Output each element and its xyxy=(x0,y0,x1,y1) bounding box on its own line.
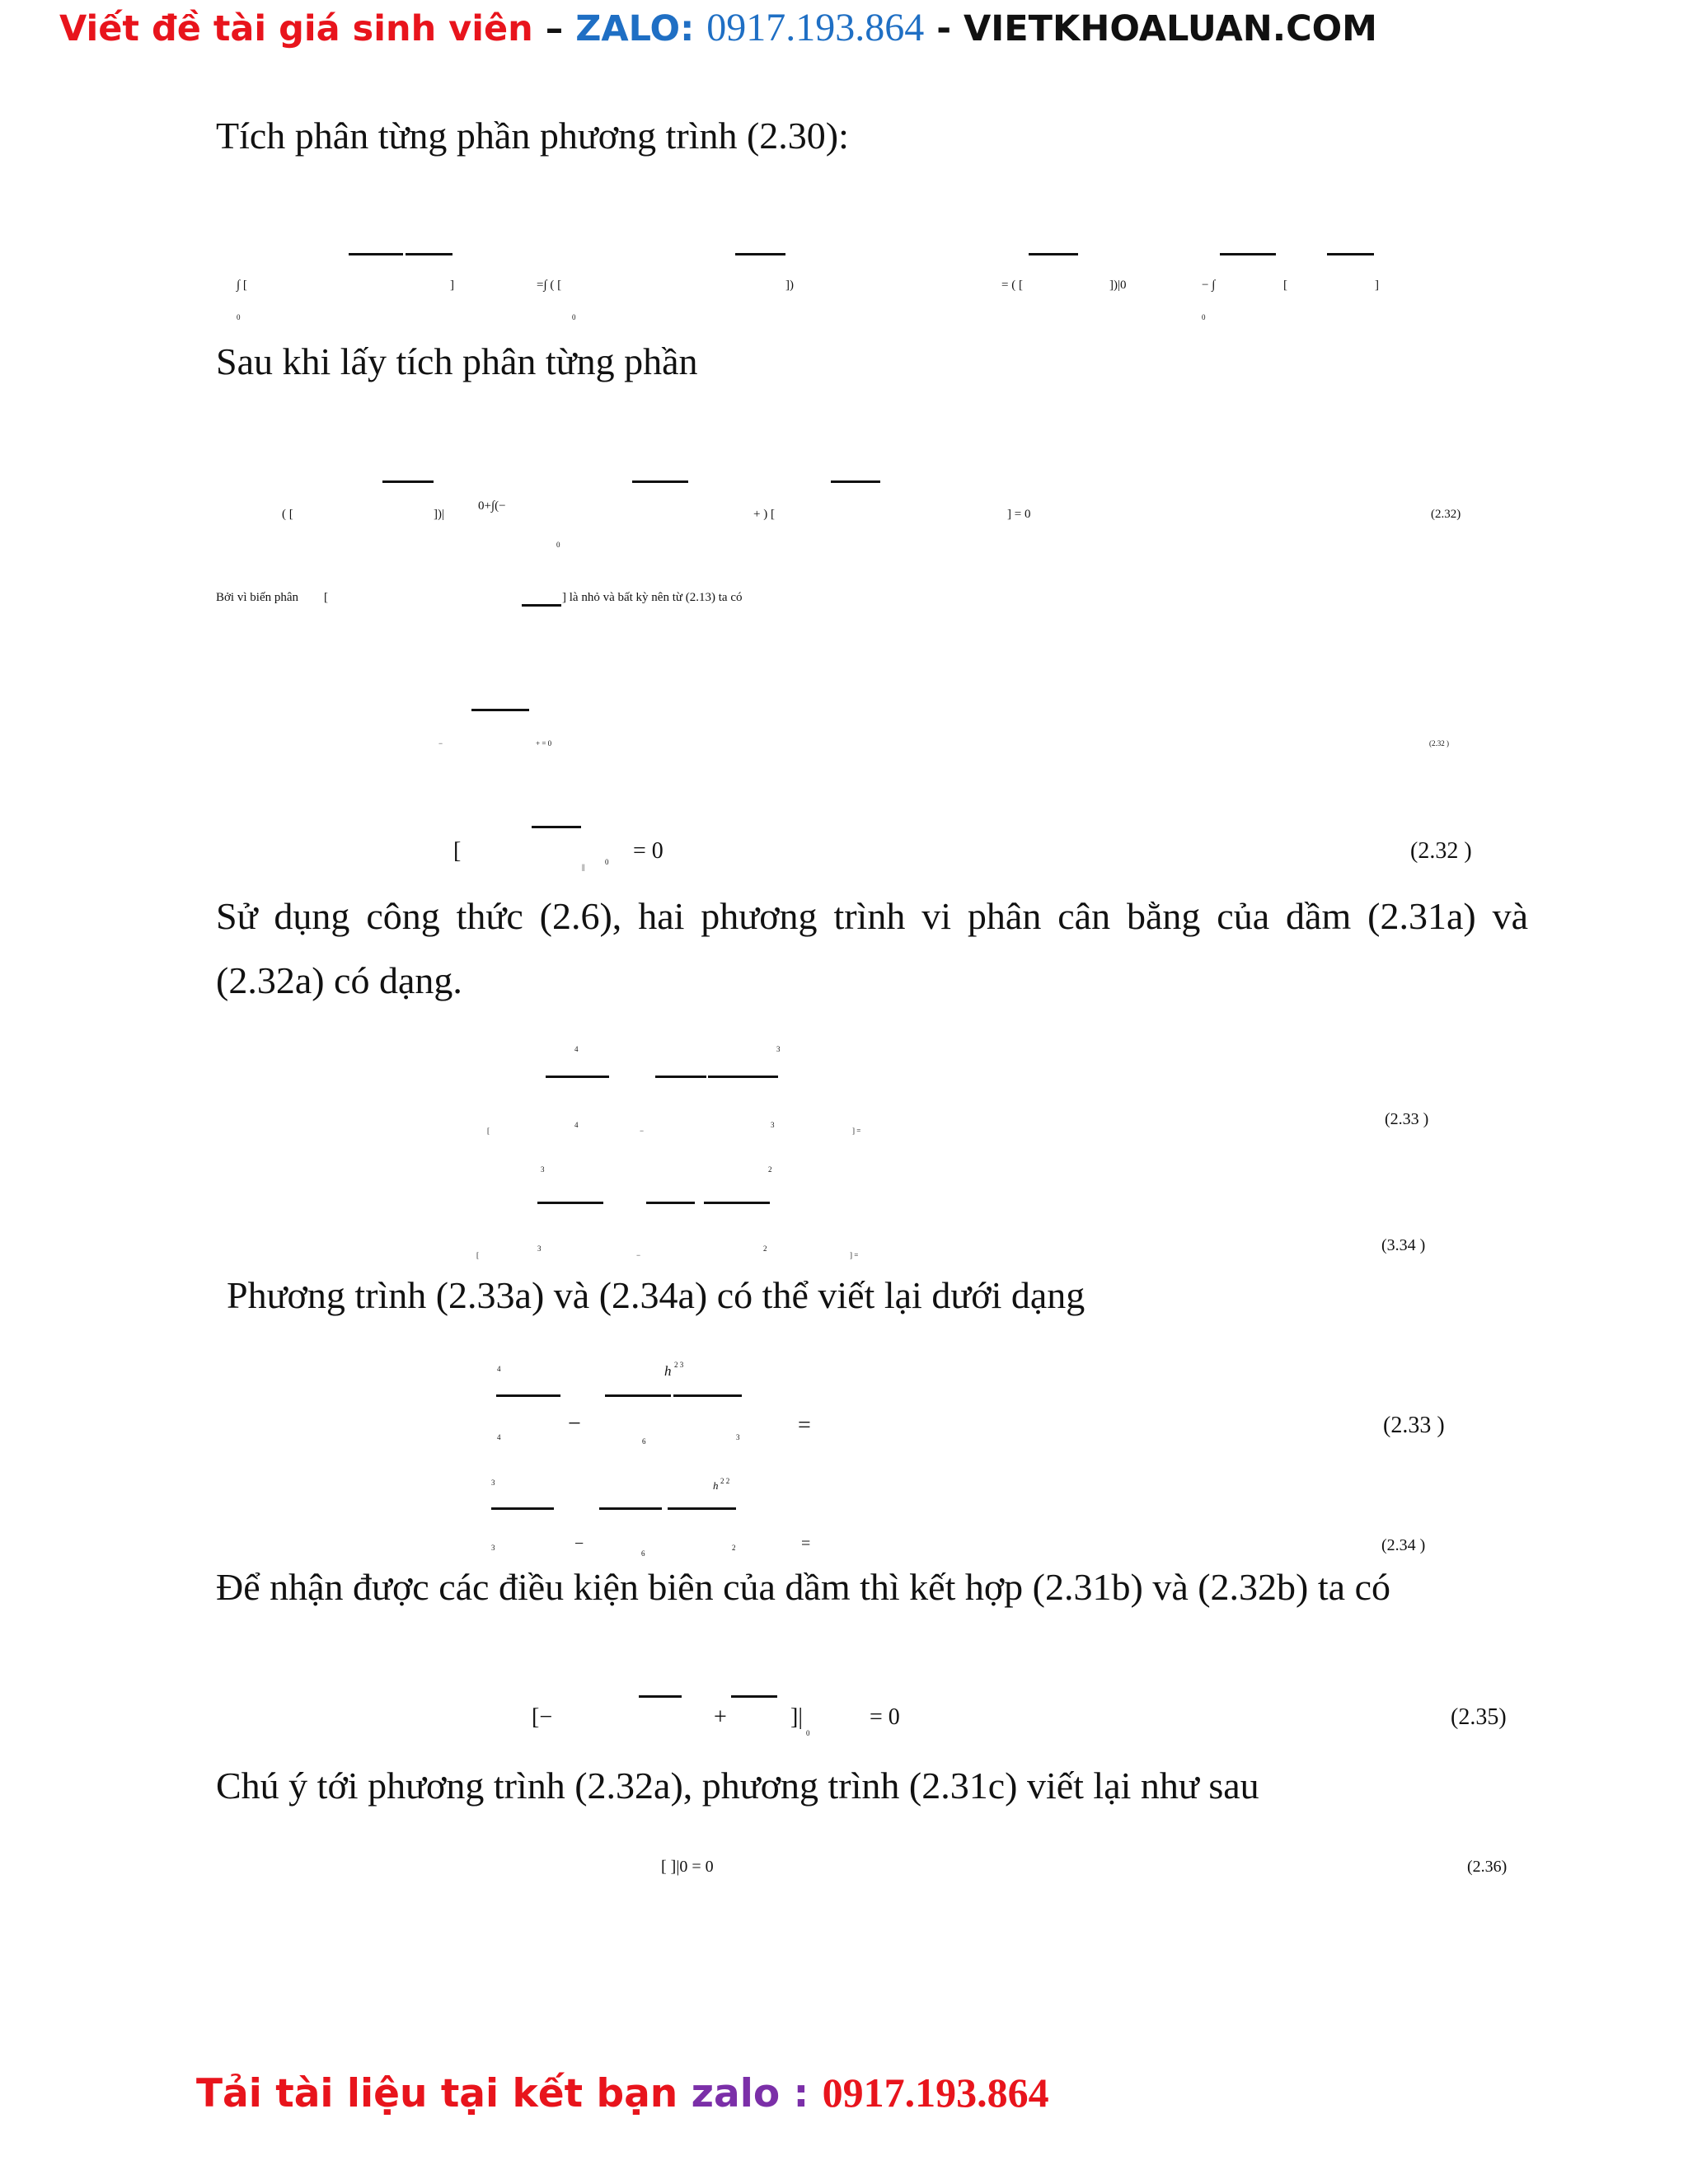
eq8-b3: 3 xyxy=(491,1544,495,1552)
eq5-part-c: − xyxy=(640,1127,645,1135)
eq8-equals: = xyxy=(801,1535,811,1553)
eq1-part-a: ∫ [ xyxy=(237,279,247,292)
eq6-number: (3.34 ) xyxy=(1381,1236,1426,1254)
eq2-part-e: ] = 0 xyxy=(1007,508,1031,521)
header-site: VIETKHOALUAN.COM xyxy=(964,8,1377,49)
eq8-h: h xyxy=(713,1479,719,1492)
eq5-number: (2.33 ) xyxy=(1385,1110,1429,1128)
paragraph-3-start: Bởi vì biến phân xyxy=(216,591,299,604)
eq9-part-a: [− xyxy=(532,1704,553,1730)
eq5-part-e: ] = xyxy=(852,1127,861,1135)
eq6-part-a: [ xyxy=(476,1251,479,1259)
eq9-part-c: ]| xyxy=(790,1704,803,1730)
paragraph-4-line-1: Sử dụng công thức (2.6), hai phương trình vi phân cân bằng của dầm (2.31a) và xyxy=(216,895,1528,937)
eq7-number: (2.33 ) xyxy=(1383,1413,1445,1438)
eq7-h-sup: 2 3 xyxy=(674,1361,684,1369)
header-title: Viết đề tài giá sinh viên xyxy=(59,8,533,49)
eq1-sub-1: 0 xyxy=(237,313,241,321)
eq1-sub-3: 0 xyxy=(1202,313,1206,321)
eq6-sup-2: 2 xyxy=(768,1165,772,1174)
eq1-part-i: ] xyxy=(1375,279,1379,292)
eq6-part-b: 3 xyxy=(537,1244,542,1253)
eq7-b3: 3 xyxy=(736,1433,740,1441)
eq9-part-d: = 0 xyxy=(870,1704,900,1730)
eq8-b6: 6 xyxy=(641,1549,645,1558)
eq1-part-e: = ( [ xyxy=(1001,279,1023,292)
eq6-part-e: ] = xyxy=(850,1251,859,1259)
eq1-part-g: − ∫ xyxy=(1202,279,1216,292)
eq7-equals: = xyxy=(798,1413,811,1438)
paragraph-1: Tích phân từng phần phương trình (2.30): xyxy=(216,115,849,157)
eq4-number: (2.32 ) xyxy=(1410,838,1472,864)
paragraph-2: Sau khi lấy tích phân từng phần xyxy=(216,340,698,382)
eq9-sub: 0 xyxy=(806,1729,810,1737)
eq7-h: h xyxy=(664,1363,672,1379)
paragraph-3-end: ] là nhỏ và bất kỳ nên từ (2.13) ta có xyxy=(562,591,743,604)
eq1-sub-2: 0 xyxy=(572,313,576,321)
footer-colon: : xyxy=(780,2071,823,2116)
eq4-part-d: = 0 xyxy=(633,838,663,864)
eq3-part-b: + = 0 xyxy=(536,739,552,748)
eq1-part-c: =∫ ( [ xyxy=(537,279,562,292)
eq8-number: (2.34 ) xyxy=(1381,1536,1426,1554)
eq8-sup-3: 3 xyxy=(491,1479,495,1487)
footer-banner xyxy=(196,2069,1049,2116)
eq6-part-d: 2 xyxy=(763,1244,767,1253)
eq2-part-c: 0+∫(− xyxy=(478,499,506,513)
eq7-b6: 6 xyxy=(642,1437,646,1446)
eq4-part-a: [ xyxy=(453,838,462,864)
eq5-part-a: [ xyxy=(487,1127,490,1135)
eq5-part-d: 3 xyxy=(771,1121,775,1129)
eq4-part-b: || xyxy=(582,863,585,871)
footer-phone: 0917.193.864 xyxy=(822,2069,1049,2116)
eq6-sup-3: 3 xyxy=(541,1165,545,1174)
header-dash: – xyxy=(532,8,576,49)
eq1-part-h: [ xyxy=(1283,279,1287,292)
paragraph-5: Phương trình (2.33a) và (2.34a) có thể viết lại dưới dạng xyxy=(227,1274,1085,1316)
eq5-part-b: 4 xyxy=(574,1121,579,1129)
eq5-sup-4: 4 xyxy=(574,1045,579,1053)
eq3-number: (2.32 ) xyxy=(1429,739,1449,748)
eq7-minus: − xyxy=(568,1411,581,1436)
eq1-part-b: ] xyxy=(450,279,454,292)
header-banner xyxy=(59,5,1377,50)
header-dash-2: - xyxy=(924,8,964,49)
footer-text: Tải tài liệu tại kết bạn xyxy=(196,2071,692,2116)
eq8-minus: − xyxy=(574,1535,584,1553)
eq9-number: (2.35) xyxy=(1451,1704,1507,1730)
paragraph-6: Để nhận được các điều kiện biên của dầm thì kết hợp (2.31b) và (2.32b) ta có xyxy=(216,1566,1390,1608)
eq7-sup-4: 4 xyxy=(497,1365,501,1373)
eq2-number: (2.32) xyxy=(1431,508,1461,521)
paragraph-7: Chú ý tới phương trình (2.32a), phương trình (2.31c) viết lại như sau xyxy=(216,1765,1259,1807)
eq10-expression: [ ]|0 = 0 xyxy=(661,1858,714,1876)
paragraph-3-bracket: [ xyxy=(324,591,328,604)
eq2-part-b: ])| xyxy=(434,508,444,521)
header-zalo-label: ZALO: xyxy=(575,8,707,49)
eq5-sup-3: 3 xyxy=(776,1045,781,1053)
eq3-part-a: − xyxy=(438,739,443,748)
eq8-b2: 2 xyxy=(732,1544,736,1552)
eq1-part-f: ])|0 xyxy=(1109,279,1127,292)
eq1-part-d: ]) xyxy=(785,279,794,292)
eq4-part-c: 0 xyxy=(605,858,609,866)
eq2-part-d: + ) [ xyxy=(753,508,775,521)
header-phone: 0917.193.864 xyxy=(706,6,925,49)
footer-zalo: zalo xyxy=(691,2071,781,2116)
eq9-part-b: + xyxy=(714,1704,727,1730)
eq2-sub: 0 xyxy=(556,541,560,549)
eq6-part-c: − xyxy=(636,1251,641,1259)
eq7-b4: 4 xyxy=(497,1433,501,1441)
eq2-part-a: ( [ xyxy=(282,508,293,521)
paragraph-4-line-2: (2.32a) có dạng. xyxy=(216,959,462,1001)
eq8-h-sup: 2 2 xyxy=(720,1477,730,1485)
eq10-number: (2.36) xyxy=(1467,1858,1507,1876)
